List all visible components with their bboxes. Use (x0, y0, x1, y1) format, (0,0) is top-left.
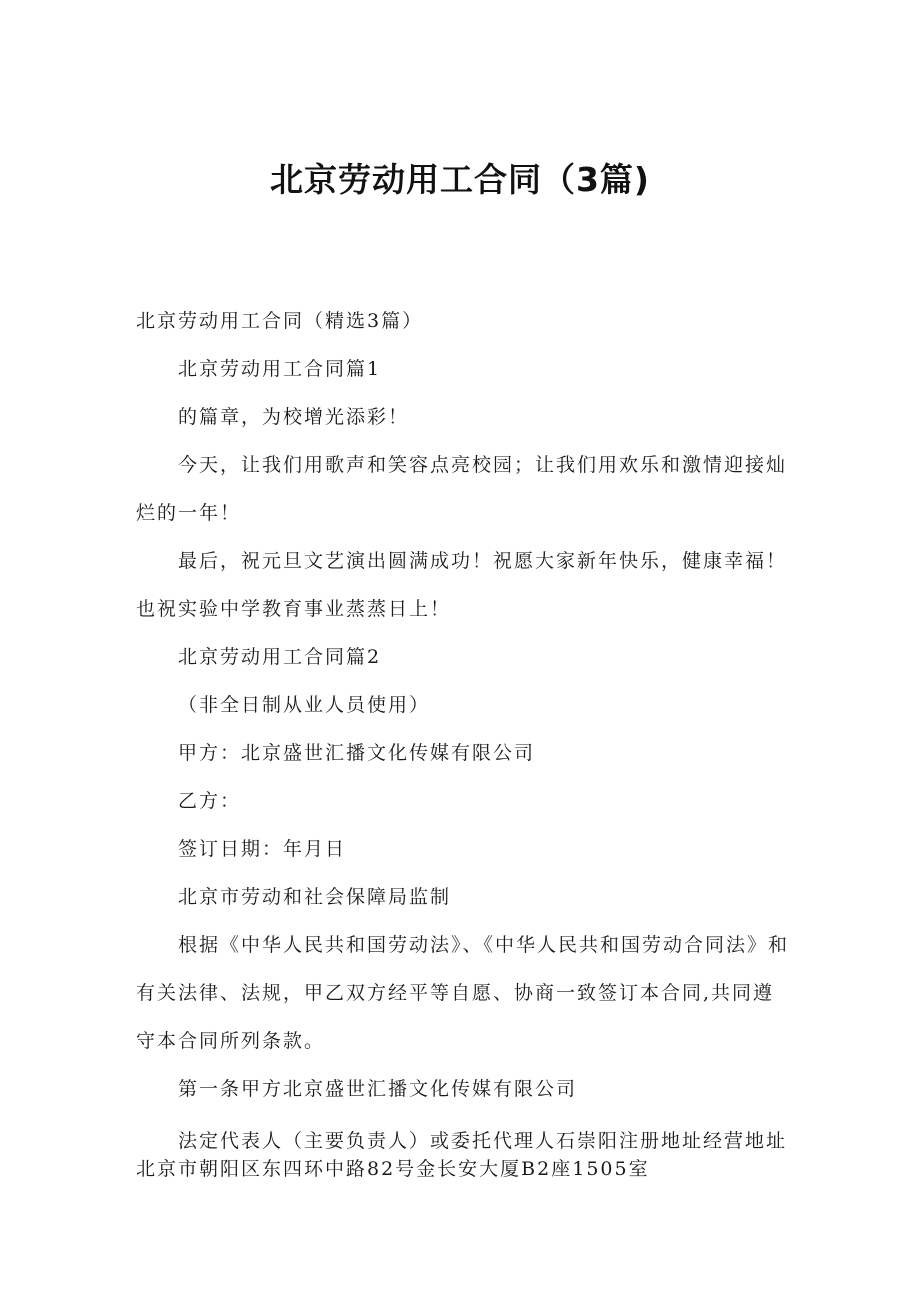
document-title: 北京劳动用工合同（3篇) (269, 160, 651, 199)
section-heading-1: 北京劳动用工合同篇1 (178, 358, 382, 380)
paragraph: 今天，让我们用歌声和笑容点亮校园；让我们用欢乐和激情迎接灿烂的一年！ (136, 454, 788, 524)
paragraph: （非全日制从业人员使用） (178, 694, 431, 716)
subtitle-paragraph: 北京劳动用工合同（精选3篇） (136, 310, 424, 332)
section-heading-2: 北京劳动用工合同篇2 (178, 646, 382, 668)
party-a-line: 甲方：北京盛世汇播文化传媒有限公司 (178, 742, 536, 764)
supervisor-line: 北京市劳动和社会保障局监制 (178, 886, 452, 908)
article-1-heading: 第一条甲方北京盛世汇播文化传媒有限公司 (178, 1078, 578, 1100)
paragraph: 法定代表人（主要负责人）或委托代理人石崇阳注册地址经营地址北京市朝阳区东四环中路82号金长安大厦B2座1505室 (136, 1130, 788, 1180)
paragraph: 最后，祝元旦文艺演出圆满成功！祝愿大家新年快乐，健康幸福！也祝实验中学教育事业蒸蒸日上！ (136, 550, 788, 620)
paragraph: 的篇章，为校增光添彩！ (178, 406, 410, 428)
sign-date-line: 签订日期：年月日 (178, 838, 347, 860)
party-b-line: 乙方： (178, 790, 242, 812)
paragraph: 根据《中华人民共和国劳动法》、《中华人民共和国劳动合同法》和有关法律、法规，甲乙双方经平等自愿、协商一致签订本合同,共同遵守本合同所列条款。 (136, 934, 790, 1052)
